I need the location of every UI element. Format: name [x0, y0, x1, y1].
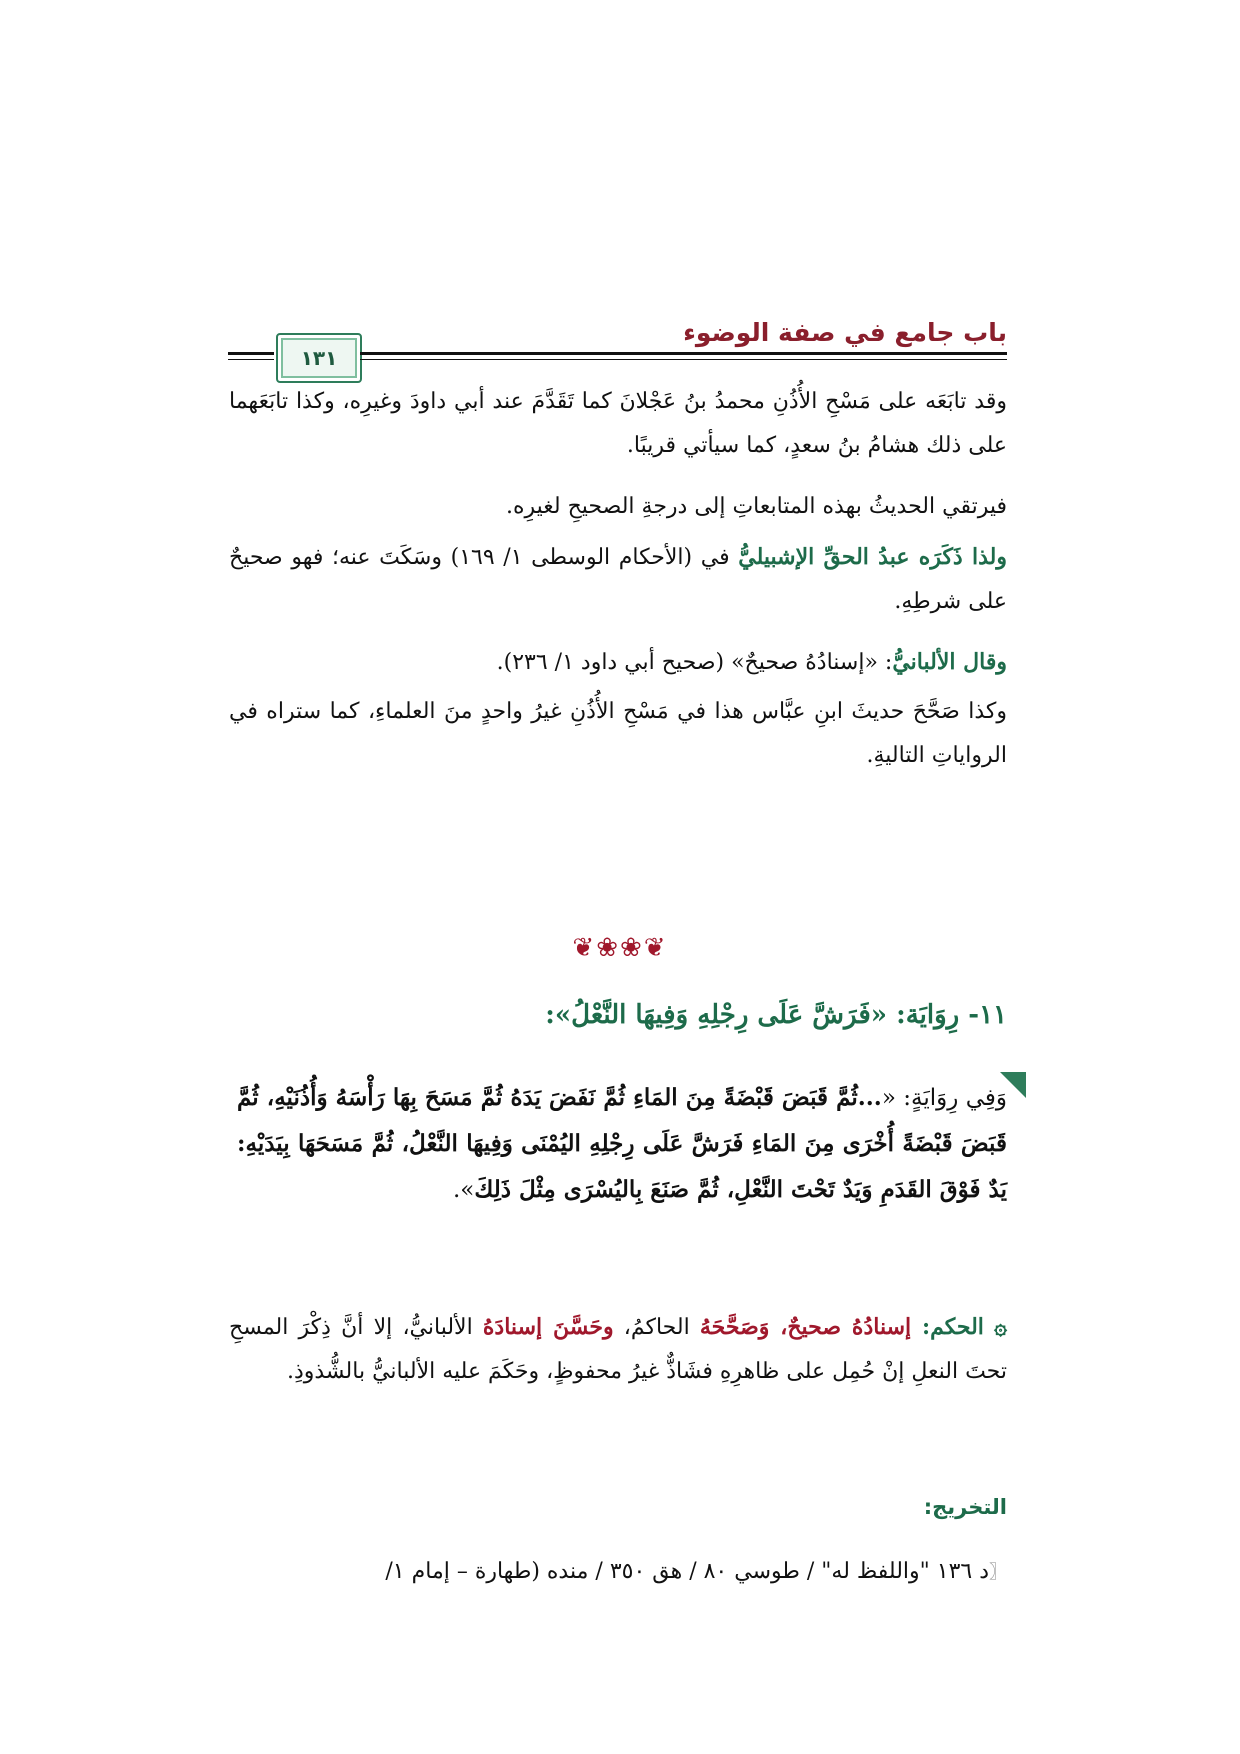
header-rule-left-thin — [228, 359, 274, 360]
section-title-text: «فَرَشَّ عَلَى رِجْلِهِ وَفِيهَا النَّعْلُ»: — [545, 1000, 888, 1030]
quote-outro: ». — [453, 1177, 475, 1203]
ruling-part-3: وحَسَّنَ إسنادَهُ — [482, 1314, 614, 1340]
paragraph-3 — [229, 535, 1007, 624]
ruling-part-2: الحاكمُ، — [613, 1315, 700, 1340]
running-header-title: باب جامع في صفة الوضوء — [683, 318, 1007, 347]
paragraph-4 — [229, 640, 1007, 685]
ruling-paragraph — [229, 1305, 1007, 1394]
paragraph-3-lead: ولذا ذَكَرَه عبدُ الحقِّ الإشبيليُّ — [738, 544, 1008, 570]
quote-intro: وَفِي رِوَايَةٍ: « — [881, 1085, 1007, 1111]
paragraph-1: وقد تابَعَه على مَسْحِ الأُذُنِ محمدُ بنُ عَجْلانَ كما تَقَدَّمَ عند أبي داودَ وغيرِه، وكذا تابَعَهما على ذلك هشامُ بنُ سعدٍ، كما سيأتي قريبًا. — [229, 389, 1007, 458]
header-rule-left — [228, 352, 274, 355]
paragraph-3-text: في (الأحكام الوسطى ١/ ١٦٩) وسَكَتَ عنه؛ فهو صحيحٌ على شرطِهِ. — [229, 545, 1007, 614]
page-number-badge: ١٣١ — [276, 333, 362, 383]
ruling-part-1: إسنادُهُ صحيحٌ، وَصَحَّحَهُ — [699, 1314, 912, 1340]
header-rule-right — [360, 352, 1007, 355]
ruling-part-4: الألبانيُّ، إلا أنَّ ذِكْرَ المسحِ تحتَ النعلِ إنْ حُمِل على ظاهرِهِ فشَاذٌّ غيرُ محفوظٍ، وحَكَمَ عليه الألبانيُّ بالشُّذوذِ. — [229, 1315, 1007, 1384]
ruling-icon: ۞ — [994, 1314, 1008, 1340]
paragraph-4-lead: وقال الألبانيُّ — [892, 649, 1007, 675]
takhrij-heading: التخريج: — [923, 1495, 1007, 1519]
section-heading — [545, 1000, 1007, 1030]
header-rule-right-thin — [360, 359, 1007, 360]
takhrij-line — [229, 1550, 1007, 1595]
section-number: ١١- رِوَايَة: — [887, 1000, 1007, 1030]
paragraph-5: وكذا صَحَّحَ حديثَ ابنِ عبَّاس هذا في مَسْحِ الأُذُنِ غيرُ واحدٍ منَ العلماءِ، كما ستراه في الرواياتِ التاليةِ. — [229, 699, 1007, 768]
paragraph-2: فيرتقي الحديثُ بهذه المتابعاتِ إلى درجةِ الصحيحِ لغيرِه. — [505, 494, 1007, 519]
ruling-label: الحكم: — [911, 1314, 984, 1340]
paragraph-4-text: : «إسنادُهُ صحيحٌ» (صحيح أبي داود ١/ ٢٣٦). — [496, 650, 893, 675]
takhrij-text: د ١٣٦ "واللفظ له" / طوسي ٨٠ / هق ٣٥٠ / منده (طهارة – إمام ١/ — [385, 1559, 989, 1584]
hadith-quote — [237, 1075, 1007, 1213]
quote-text: ...ثُمَّ قَبَضَ قَبْضَةً مِنَ المَاءِ ثُمَّ نَفَضَ يَدَهُ ثُمَّ مَسَحَ بِهَا رَأْسَهُ وَأُذُنَيْهِ، ثُمَّ قَبَضَ قَبْضَةً أُخْرَى مِنَ المَاءِ فَرَشَّ عَلَى رِجْلِهِ اليُمْنَى وَفِيهَا النَّعْلُ، ثُمَّ مَسَحَهَا بِيَدَيْهِ: يَدٌ فَوْقَ القَدَمِ وَيَدٌ تَحْتَ النَّعْلِ، ثُمَّ صَنَعَ بِاليُسْرَى مِثْلَ ذَلِكَ — [237, 1084, 1007, 1203]
bracket-icon: 〖 — [989, 1562, 1007, 1583]
section-divider-ornament: ❦❀❀❦ — [572, 933, 668, 963]
